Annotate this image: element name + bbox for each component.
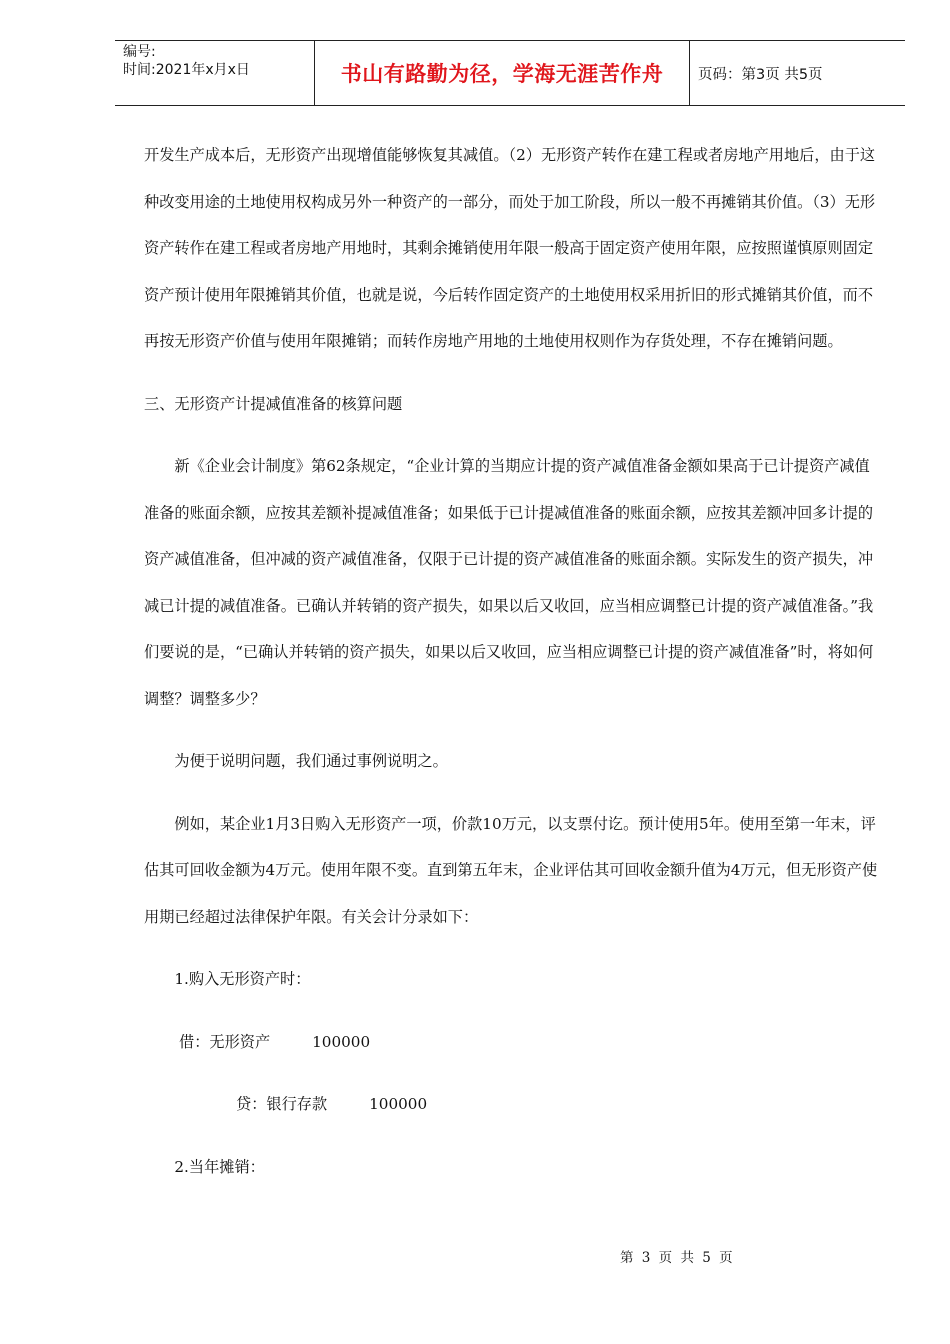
paragraph-continuation: 开发生产成本后，无形资产出现增值能够恢复其减值。（2）无形资产转作在建工程或者房地产用地后，由于这种改变用途的土地使用权构成另外一种资产的一部分，而处于加工阶段，所以一般不再摊销其价值。（3）无形资产转作在建工程或者房地产用地时，其剩余摊销使用年限一般高于固定资产使用年限，应按照谨慎原则固定资产预计使用年限摊销其价值，也就是说，今后转作固定资产的土地使用权采用折旧的形式摊销其价值，而不再按无形资产价值与使用年限摊销；而转作房地产用地的土地使用权则作为存货处理，不存在摊销问题。 <box>144 146 876 350</box>
paragraph-intro-example: 为便于说明问题，我们通过事例说明之。 <box>174 752 448 770</box>
header-page-number: 页码：第3页 共5页 <box>698 66 823 83</box>
debit-account: 借：无形资产 <box>179 1032 271 1051</box>
page-header <box>115 40 905 106</box>
document-number-label: 编号: <box>123 44 156 60</box>
journal-entry-credit <box>144 1081 884 1128</box>
journal-entry-debit <box>144 1019 884 1066</box>
credit-amount: 100000 <box>369 1095 428 1113</box>
page-footer: 第 3 页 共 5 页 <box>620 1250 733 1266</box>
paragraph-example: 例如，某企业1月3日购入无形资产一项，价款10万元，以支票付讫。预计使用5年。使用至第一年末，评估其可回收金额为4万元。使用年限不变。直到第五年末，企业评估其可回收金额升值为4万元，但无形资产使用期已经超过法律保护年限。有关会计分录如下： <box>144 814 878 926</box>
list-item-amortization: 2.当年摊销： <box>174 1157 265 1176</box>
section-heading: 三、无形资产计提减值准备的核算问题 <box>144 394 403 413</box>
document-time-label: 时间:2021年x月x日 <box>123 62 250 78</box>
paragraph-regulation: 新《企业会计制度》第62条规定，“企业计算的当期应计提的资产减值准备金额如果高于已计提资产减值准备的账面余额，应按其差额补提减值准备；如果低于已计提减值准备的账面余额，应按其差额冲回多计提的资产减值准备，但冲减的资产减值准备，仅限于已计提的资产减值准备的账面余额。实际发生的资产损失，冲减已计提的减值准备。已确认并转销的资产损失，如果以后又收回，应当相应调整已计提的资产减值准备。”我们要说的是，“已确认并转销的资产损失，如果以后又收回，应当相应调整已计提的资产减值准备”时，将如何调整？调整多少？ <box>144 457 874 708</box>
debit-amount: 100000 <box>312 1032 371 1051</box>
credit-account: 贷：银行存款 <box>236 1095 328 1113</box>
header-motto: 书山有路勤为径，学海无涯苦作舟 <box>315 41 690 105</box>
header-meta <box>115 41 315 105</box>
list-item-purchase: 1.购入无形资产时： <box>174 970 311 988</box>
document-body <box>144 132 884 1190</box>
